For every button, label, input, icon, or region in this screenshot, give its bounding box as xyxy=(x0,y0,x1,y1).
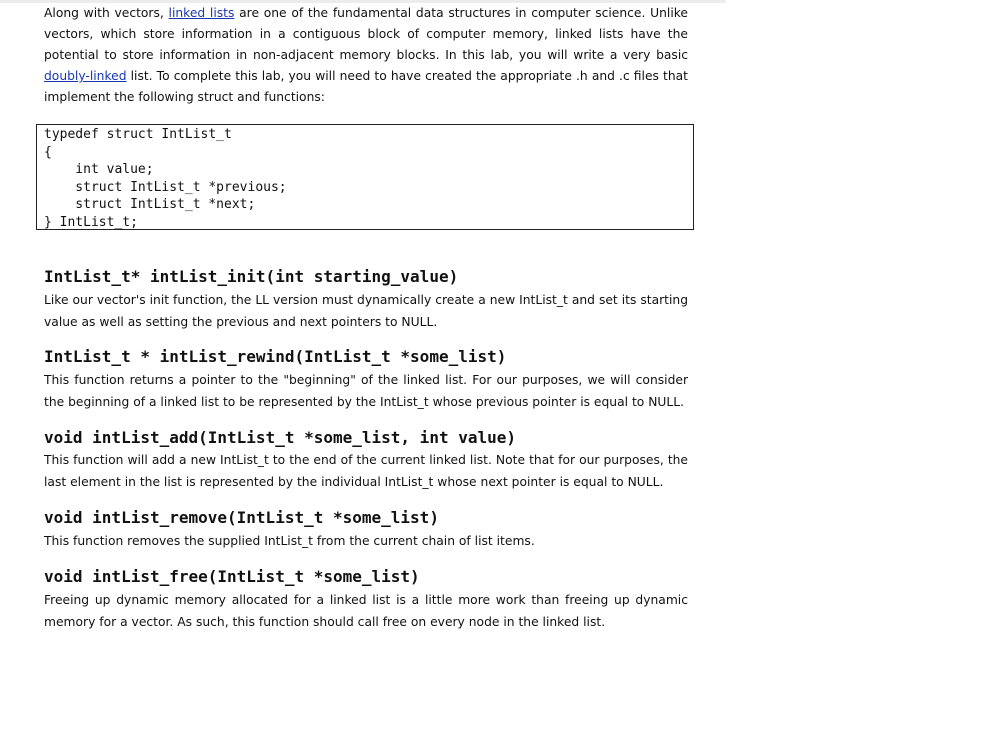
linked-lists-link[interactable]: linked lists xyxy=(168,6,235,20)
code-line: { xyxy=(44,144,52,160)
code-line: int value; xyxy=(44,162,154,178)
function-description-free: Freeing up dynamic memory allocated for a linked list is a little more work than freeing up dynamic memory for a vector. As such, this function should call free on every node in the linked list. xyxy=(44,593,688,629)
struct-code-block xyxy=(36,124,694,230)
intro-text-3: list. To complete this lab, you will need to have created the appropriate .h and .c files that implement the following struct and functions: xyxy=(44,69,688,104)
code-line: struct IntList_t *next; xyxy=(44,197,256,213)
function-signature-remove: void intList_remove(IntList_t *some_list) xyxy=(44,508,439,527)
code-line: } IntList_t; xyxy=(44,214,138,230)
doubly-linked-link[interactable]: doubly-linked xyxy=(44,69,127,83)
code-line: struct IntList_t *previous; xyxy=(44,179,287,195)
function-description-rewind: This function returns a pointer to the "beginning" of the linked list. For our purposes, we will consider the beginning of a linked list to be represented by the IntList_t whose previous pointer is equal to NULL. xyxy=(44,373,688,409)
intro-text-2: are one of the fundamental data structures in computer science. Unlike vectors, which store information in a contiguous block of computer memory, linked lists have the potential to store information in non-adjacent memory blocks. In this lab, you will write a very basic xyxy=(44,6,688,62)
function-description-init: Like our vector's init function, the LL version must dynamically create a new IntList_t and set its starting value as well as setting the previous and next pointers to NULL. xyxy=(44,293,688,329)
function-signature-free: void intList_free(IntList_t *some_list) xyxy=(44,567,420,586)
function-description-remove: This function removes the supplied IntList_t from the current chain of list items. xyxy=(44,534,535,548)
intro-text-1: Along with vectors, xyxy=(44,6,169,20)
function-signature-init: IntList_t* intList_init(int starting_value) xyxy=(44,267,459,286)
code-line: typedef struct IntList_t xyxy=(44,127,232,142)
function-signature-add: void intList_add(IntList_t *some_list, int value) xyxy=(44,428,517,447)
function-signature-rewind: IntList_t * intList_rewind(IntList_t *some_list) xyxy=(44,347,507,366)
function-description-add: This function will add a new IntList_t to the end of the current linked list. Note that for our purposes, the last element in the list is represented by the individual IntList_t whose next pointer is equal to NULL. xyxy=(44,453,688,489)
intro-paragraph xyxy=(44,3,688,108)
